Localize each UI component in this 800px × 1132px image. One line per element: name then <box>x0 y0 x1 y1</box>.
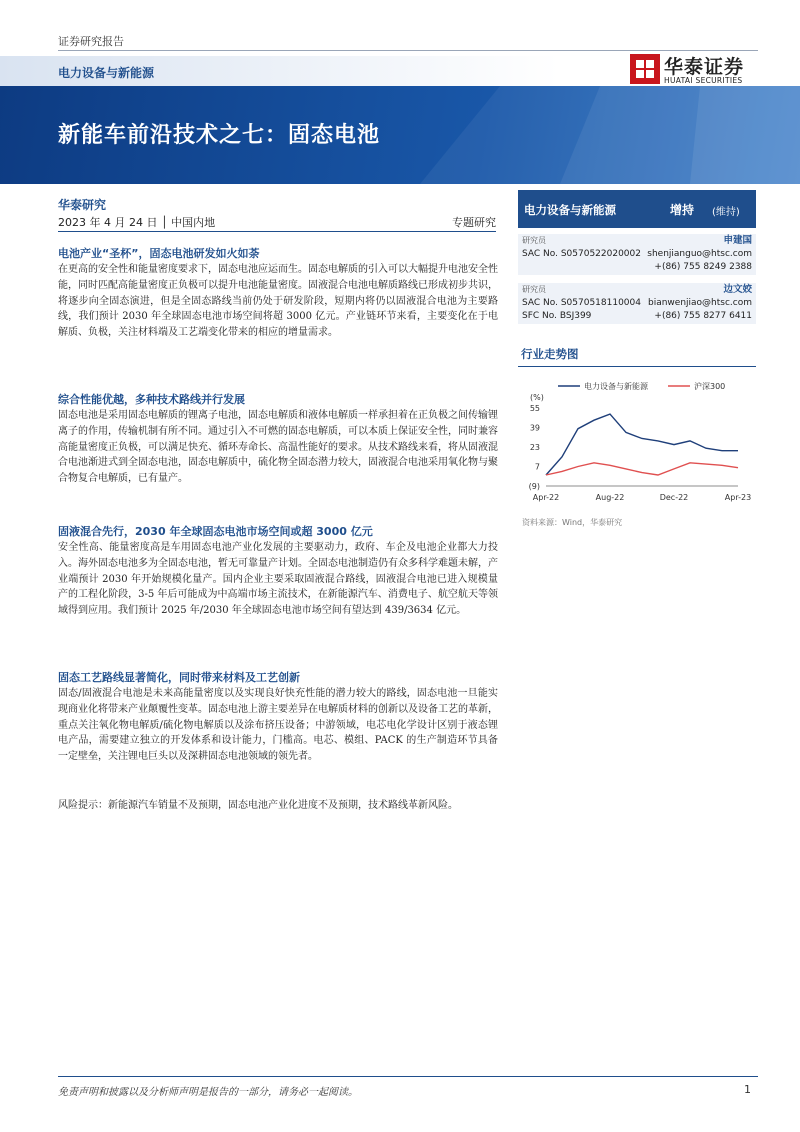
y-tick-label: 23 <box>529 443 540 452</box>
x-tick-label: Apr-22 <box>532 493 560 502</box>
analyst-card-2 <box>518 283 756 324</box>
logo-icon <box>630 54 660 84</box>
section-body: 固态/固液混合电池是未来高能量密度以及实现良好快充性能的潜力较大的路线，固态电池一旦能实现商业化将带来产业颠覆性变革。固态电池上游主要差异在电解质材料的创新以及设备工艺的革新，重点关注氧化物电解质/硫化物电解质以及涂布挤压设备；中游领域，电芯电化学设计区别于液态锂电产品，需要建立独立的开发体系和设计能力，门槛高。电芯、模组、PACK 的生产制造环节具备一定壁垒，关注锂电巨头以及深耕固态电池领域的领先者。 <box>58 688 498 763</box>
meta-rule <box>58 231 496 232</box>
y-axis-label: (%) <box>530 393 544 402</box>
analyst-sac: SAC No. S0570518110004 <box>522 297 641 308</box>
analyst-name: 边文姣 <box>723 284 752 295</box>
section-3 <box>58 524 498 619</box>
section-heading: 电池产业“圣杯”，固态电池研发如火如荼 <box>58 247 260 260</box>
trend-chart-svg <box>518 378 756 508</box>
y-tick-label: (9) <box>528 482 540 491</box>
section-body: 安全性高、能量密度高是车用固态电池产业化发展的主要驱动力，政府、车企及电池企业都大力投入。海外固态电池多为全固态电池，暂无可靠量产计划。全固态电池制造仍有众多科学难题未解，产业端预计 2030 年开始规模化量产。国内企业主要采取固液混合路线，固液混合电池已进入规模量产的工程化阶段，3-5 年后可能成为中高端市场主流技术，在新能源汽车、消费电子、航空航天等领域得到应用。我们预计 2025 年/2030 年全球固态电池市场空间有望达到 439/3634 亿元。 <box>58 542 498 617</box>
trend-title: 行业走势图 <box>521 347 579 361</box>
x-tick-label: Dec-22 <box>659 493 689 502</box>
report-title: 新能车前沿技术之七：固态电池 <box>58 123 381 148</box>
logo-text-cn: 华泰证券 <box>664 56 745 78</box>
analyst-role: 研究员 <box>522 285 546 294</box>
report-date: 2023 年 4 月 24 日 │ 中国内地 <box>58 216 216 229</box>
section-heading: 固液混合先行，2030 年全球固态电池市场空间或超 3000 亿元 <box>58 525 373 538</box>
rating-sector: 电力设备与新能源 <box>524 203 616 217</box>
risk-text: 风险提示：新能源汽车销量不及预期，固态电池产业化进度不及预期，技术路线革新风险。 <box>58 800 458 811</box>
section-heading: 综合性能优越，多种技术路线并行发展 <box>58 393 245 406</box>
x-tick-label: Aug-22 <box>595 493 625 502</box>
analyst-email[interactable]: shenjianguo@htsc.com <box>647 248 752 259</box>
rating-note: (维持) <box>712 207 740 218</box>
section-1 <box>58 246 498 341</box>
footer-rule <box>58 1076 758 1077</box>
legend-label: 沪深300 <box>694 382 726 391</box>
analyst-sfc: SFC No. BSJ399 <box>522 311 592 321</box>
analyst-email[interactable]: bianwenjiao@htsc.com <box>647 297 752 308</box>
section-heading: 固态工艺路线显著简化，同时带来材料及工艺创新 <box>58 671 300 684</box>
y-tick-label: 55 <box>529 404 540 413</box>
trend-rule <box>518 366 756 367</box>
x-tick-label: Apr-23 <box>724 493 752 502</box>
trend-chart <box>518 378 756 508</box>
section-body: 在更高的安全性和能量密度要求下，固态电池应运而生。固态电解质的引入可以大幅提升电池安全性能，同时匹配高能量密度正负极可以提升电池能量密度。固液混合电池电解质路线已形成初步共识，将逐步向全固态演进，但是全固态路线当前仍处于研发阶段，短期内将仍以固液混合电池为主要路线，我们预计 2030 年全球固态电池市场空间将超 3000 亿元。产业链环节来看，主要变化在于电解质、负极，关注材料端及工艺端变化带来的相应的增量需求。 <box>58 264 498 339</box>
analyst-role: 研究员 <box>522 236 546 245</box>
footer-disclaimer: 免责声明和披露以及分析师声明是报告的一部分，请务必一起阅读。 <box>58 1087 358 1098</box>
analyst-phone: +(86) 755 8277 6411 <box>654 311 752 321</box>
meta-row <box>58 214 496 230</box>
sector-label: 电力设备与新能源 <box>58 66 155 80</box>
logo-text-en: HUATAI SECURITIES <box>664 76 743 85</box>
analyst-name: 申建国 <box>723 235 752 246</box>
section-4 <box>58 670 498 765</box>
section-2 <box>58 392 498 487</box>
y-tick-label: 39 <box>529 423 540 433</box>
section-body: 固态电池是采用固态电解质的锂离子电池，固态电解质和液体电解质一样承担着在正负极之间传输锂离子的作用，传输机制有所不同。通过引入不可燃的固态电解质，可以本质上保证安全性，同时兼容高能量密度正负极，可以满足快充、循环寿命长、高温性能好的要求。从技术路线来看，将从固液混合电池渐进式到全固态电池，固态电解质中，硫化物全固态潜力较大，固液混合电池采用氧化物与聚合物复合电解质，已有量产。 <box>58 410 498 485</box>
analyst-card-1 <box>518 234 756 275</box>
page-number: 1 <box>744 1083 751 1096</box>
legend-label: 电力设备与新能源 <box>584 382 648 391</box>
analyst-sac: SAC No. S0570522020002 <box>522 248 641 259</box>
series-line <box>546 463 738 475</box>
chart-source: 资料来源：Wind，华泰研究 <box>522 518 623 527</box>
report-type-label: 证券研究报告 <box>58 35 124 48</box>
rating-value: 增持 <box>670 203 695 217</box>
analyst-phone: +(86) 755 8249 2388 <box>654 262 752 272</box>
y-tick-label: 7 <box>534 462 540 472</box>
risk-note <box>58 798 498 814</box>
org-name: 华泰研究 <box>58 198 107 212</box>
report-kind: 专题研究 <box>452 216 496 229</box>
series-line <box>546 414 738 475</box>
